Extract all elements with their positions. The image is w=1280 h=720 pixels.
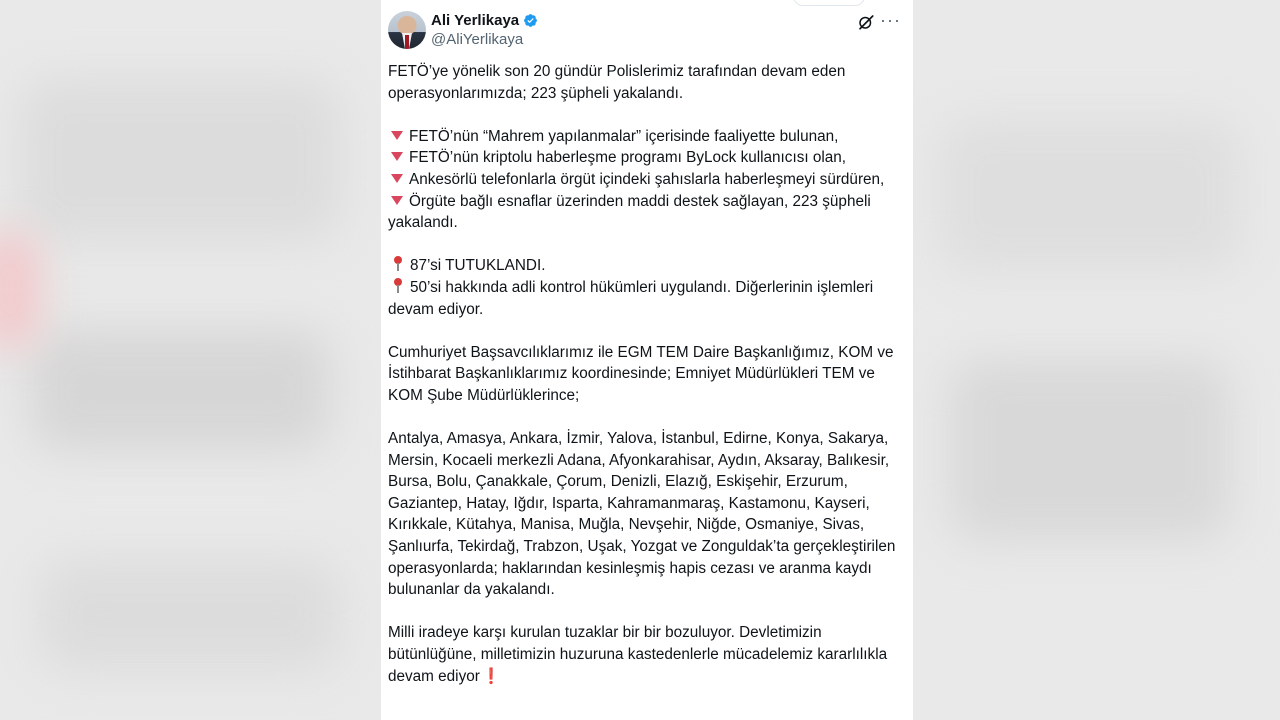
author-handle[interactable]: @AliYerlikaya xyxy=(431,31,524,48)
grok-icon[interactable] xyxy=(857,13,875,31)
bullet-item: Örgüte bağlı esnaflar üzerinden maddi destek sağlayan, 223 şüpheli yakalandı. xyxy=(388,192,871,232)
closing-paragraph: Milli iradeye karşı kurulan tuzaklar bir bir bozuluyor. Devletimizin bütünlüğüne, milletimizin huzuruna kastedenlerle mücadelemiz kararlılıkla devam ediyor ❗ xyxy=(388,624,888,685)
red-triangle-down-icon xyxy=(391,152,403,161)
pin-item: 50’si hakkında adli kontrol hükümleri uygulandı. Diğerlerinin işlemleri devam ediyor. xyxy=(388,278,874,318)
red-triangle-down-icon xyxy=(391,174,403,183)
bullet-item: Ankesörlü telefonlarla örgüt içindeki şahıslarla haberleşmeyi sürdüren, xyxy=(388,169,903,191)
author-name-row xyxy=(431,12,538,29)
intro-paragraph: FETÖ’ye yönelik son 20 gündür Polislerimiz tarafından devam eden operasyonlarımızda; 223 şüpheli yakalandı. xyxy=(388,63,846,102)
avatar[interactable] xyxy=(388,11,426,49)
red-triangle-down-icon xyxy=(391,131,403,140)
bullet-item: FETÖ’nün “Mahrem yapılanmalar” içerisinde faaliyette bulunan, xyxy=(388,126,903,148)
pin-item: 87’si TUTUKLANDI. xyxy=(388,255,903,277)
round-pushpin-icon xyxy=(392,278,404,294)
round-pushpin-icon xyxy=(392,256,404,272)
top-button-edge[interactable] xyxy=(793,0,865,6)
more-icon[interactable]: ··· xyxy=(880,10,901,30)
author-name[interactable]: Ali Yerlikaya xyxy=(431,12,520,29)
tweet-text xyxy=(388,61,903,687)
tweet-card xyxy=(381,0,913,720)
red-triangle-down-icon xyxy=(391,196,403,205)
bullet-item: FETÖ’nün kriptolu haberleşme programı ByLock kullanıcısı olan, xyxy=(388,147,903,169)
coordination-paragraph: Cumhuriyet Başsavcılıklarımız ile EGM TEM Daire Başkanlığımız, KOM ve İstihbarat Başkanlıklarımız koordinesinde; Emniyet Müdürlükleri TEM ve KOM Şube Müdürlüklerince; xyxy=(388,343,894,404)
verified-badge-icon xyxy=(523,13,538,28)
exclamation-mark-icon: ❗ xyxy=(481,667,501,685)
cities-paragraph: Antalya, Amasya, Ankara, İzmir, Yalova, İstanbul, Edirne, Konya, Sakarya, Mersin, Kocaeli merkezli Adana, Afyonkarahisar, Aydın, Aksaray, Balıkesir, Bursa, Bolu, Çanakkale, Çorum, Denizli, Elazığ, Eskişehir, Erzurum, Gaziantep, Hatay, Iğdır, Isparta, Kahramanmaraş, Kastamonu, Kayseri, Kırıkkale, Kütahya, Manisa, Muğla, Nevşehir, Niğde, Osmaniye, Sivas, Şanlıurfa, Tekirdağ, Trabzon, Uşak, Yozgat ve Zonguldak’ta gerçekleştirilen operasyonlarda; haklarından kesinleşmiş hapis cezası ve aranma kaydı bulunanlar da yakalandı. xyxy=(388,430,896,599)
